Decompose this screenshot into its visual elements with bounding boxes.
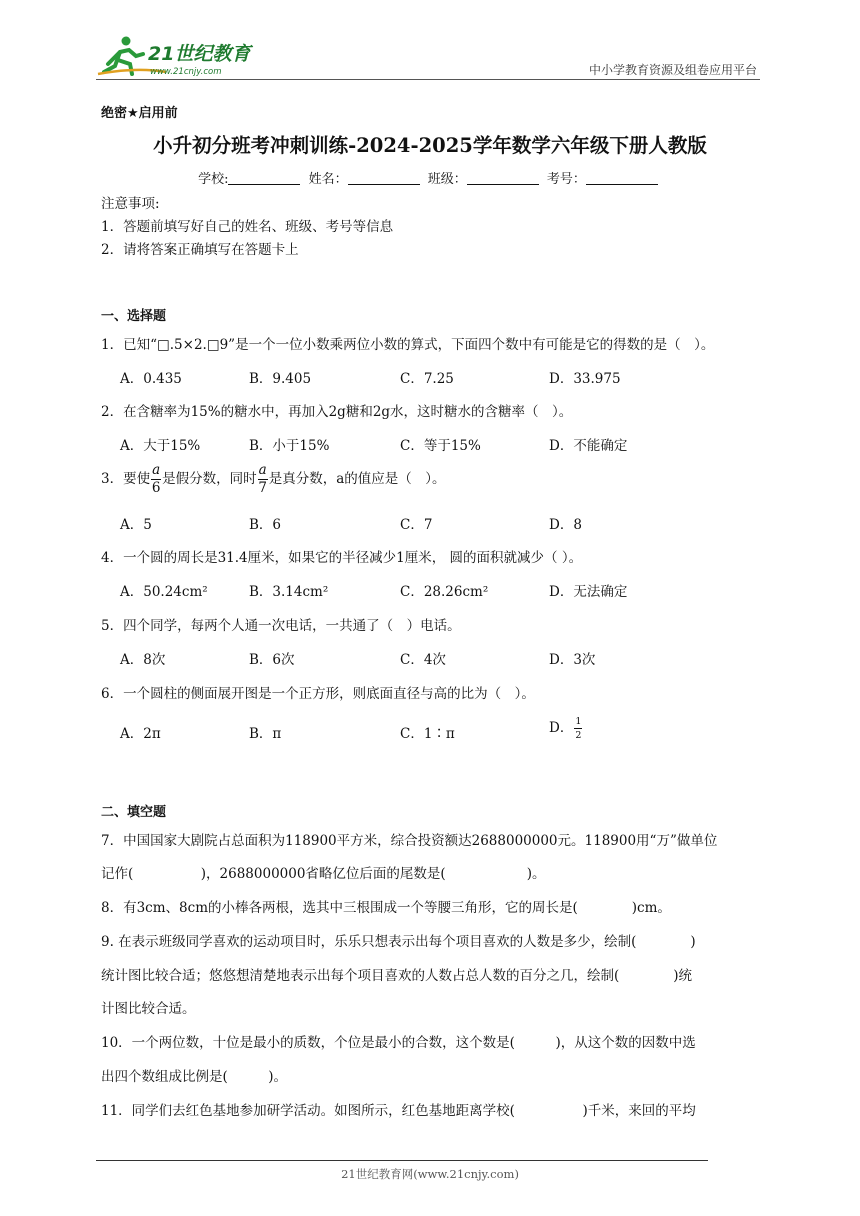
question-3: 3．要使 $\frac{a}{6}$ 是假分数，同时 $\frac{a}{7}$ 是真分数，a的值应是（ ）。	[101, 462, 446, 496]
option-d[interactable]: D． $\frac{1}{2}$	[549, 716, 582, 741]
option-a[interactable]: A．大于15%	[120, 438, 201, 454]
option-c[interactable]: C．7.25	[400, 371, 454, 387]
exam-no-label: 考号：	[546, 172, 586, 187]
footer-divider	[96, 1160, 708, 1161]
option-d[interactable]: D．33.975	[549, 371, 621, 387]
fraction-a-over-6: $\frac{a}{6}$	[151, 462, 161, 496]
fraction-a-over-7: $\frac{a}{7}$	[258, 462, 267, 496]
question-line: 统计图比较合适；悠悠想清楚地表示出每个项目喜欢的人数占总人数的百分之几，绘制( )统	[101, 968, 693, 984]
option-b[interactable]: B．9.405	[249, 371, 312, 387]
question-line: 10．一个两位数，十位是最小的质数，个位是最小的合数，这个数是( )，从这个数的因数中选	[101, 1035, 696, 1051]
option-d[interactable]: D．3次	[549, 652, 596, 668]
class-label: 班级：	[427, 172, 467, 187]
page-title: 小升初分班考冲刺训练-2024-2025学年数学六年级下册人教版	[153, 134, 707, 157]
option-c[interactable]: C．28.26cm²	[400, 584, 489, 600]
school-label: 学校:	[198, 172, 229, 187]
question-4: 4．一个圆的周长是31.4厘米，如果它的半径减少1厘米， 圆的面积就减少（ ）。	[101, 550, 583, 566]
footer-text: 21世纪教育网(www.21cnjy.com)	[341, 1167, 519, 1181]
option-a[interactable]: A．8次	[120, 652, 166, 668]
name-blank[interactable]	[348, 172, 420, 185]
option-c[interactable]: C．等于15%	[400, 438, 481, 454]
question-line: 11．同学们去红色基地参加研学活动。如图所示，红色基地距离学校( )千米，来回的平均	[101, 1103, 696, 1119]
logo	[96, 34, 266, 78]
svg-text:www.21cnjy.com: www.21cnjy.com	[150, 67, 222, 77]
option-d[interactable]: D．无法确定	[549, 584, 628, 600]
question-line: 计图比较合适。	[101, 1001, 196, 1017]
fraction-one-half: $\frac{1}{2}$	[575, 716, 582, 741]
header-platform-text: 中小学教育资源及组卷应用平台	[588, 63, 757, 77]
option-a[interactable]: A．50.24cm²	[120, 584, 208, 600]
svg-text:21世纪教育: 21世纪教育	[148, 43, 251, 65]
option-c[interactable]: C．7	[400, 517, 433, 533]
notice-heading: 注意事项:	[101, 196, 160, 212]
exam-no-blank[interactable]	[586, 172, 658, 185]
section-heading-choice: 一、选择题	[101, 309, 167, 324]
question-5: 5．四个同学，每两个人通一次电话，一共通了（ ）电话。	[101, 618, 461, 634]
option-d[interactable]: D．8	[549, 517, 582, 533]
header-divider	[96, 79, 760, 80]
school-blank[interactable]	[228, 172, 300, 185]
question-line: 出四个数组成比例是( )。	[101, 1069, 288, 1085]
question-line: 7．中国国家大剧院占总面积为118900平方米，综合投资额达2688000000元。118900用“万”做单位	[101, 833, 718, 849]
question-6: 6．一个圆柱的侧面展开图是一个正方形，则底面直径与高的比为（ ）。	[101, 686, 535, 702]
secret-label: 绝密★启用前	[101, 106, 178, 121]
option-b[interactable]: B．6次	[249, 652, 295, 668]
section-heading-fill: 二、填空题	[101, 805, 167, 820]
option-d[interactable]: D．不能确定	[549, 438, 628, 454]
option-b[interactable]: B．小于15%	[249, 438, 330, 454]
option-b[interactable]: B．π	[249, 726, 282, 742]
option-a[interactable]: A．2π	[120, 726, 161, 742]
name-label: 姓名：	[308, 172, 348, 187]
class-blank[interactable]	[467, 172, 539, 185]
question-2: 2．在含糖率为15%的糖水中，再加入2g糖和2g水，这时糖水的含糖率（ ）。	[101, 404, 573, 420]
notice-item: 2．请将答案正确填写在答题卡上	[101, 242, 299, 258]
notice-item: 1．答题前填写好自己的姓名、班级、考号等信息	[101, 219, 394, 235]
option-b[interactable]: B．3.14cm²	[249, 584, 329, 600]
question-line: 记作( )，2688000000省略亿位后面的尾数是( )。	[101, 866, 546, 882]
question-line: 8．有3cm、8cm的小棒各两根，选其中三根围成一个等腰三角形，它的周长是( )cm。	[101, 900, 671, 916]
option-a[interactable]: A．0.435	[120, 371, 182, 387]
option-c[interactable]: C．4次	[400, 652, 446, 668]
question-line: 9. 在表示班级同学喜欢的运动项目时，乐乐只想表示出每个项目喜欢的人数是多少，绘制( )	[101, 934, 696, 950]
student-info-row	[0, 168, 860, 187]
option-a[interactable]: A．5	[120, 517, 152, 533]
option-c[interactable]: C．1∶π	[400, 726, 455, 742]
question-1: 1．已知“□.5×2.□9”是一个一位小数乘两位小数的算式，下面四个数中有可能是它的得数的是（ ）。	[101, 337, 715, 353]
option-b[interactable]: B．6	[249, 517, 282, 533]
